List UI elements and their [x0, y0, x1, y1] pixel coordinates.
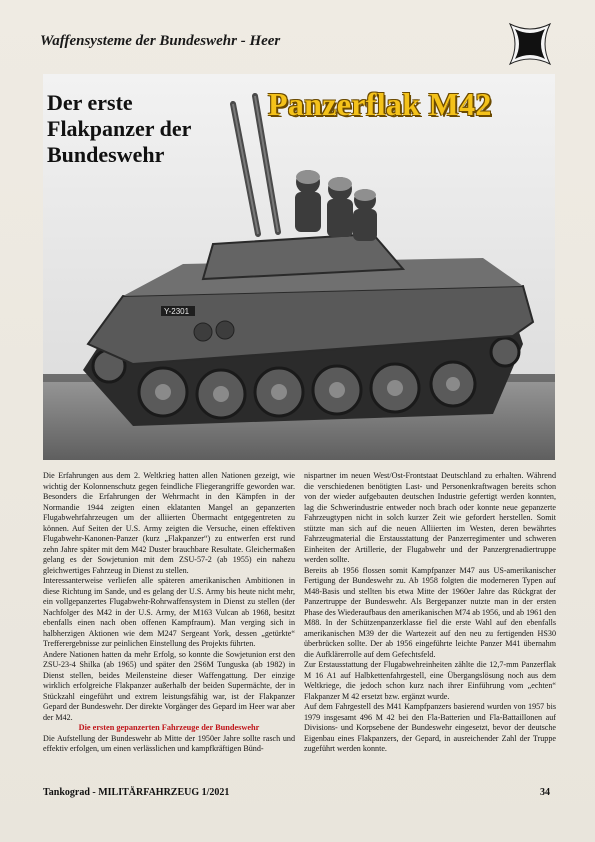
body-paragraph: Interessanterweise verliefen alle späteren amerikanischen Ambitionen in diese Richtung im Sande, und es gelang der U.S. Army bis heute nicht mehr, ein vollgepanzertes Flugabwehr-Rohrwaffensystem in Dienst zu stellen (der Nachfolger des M42 in der U.S. Army, der M163 Vulcan ab 1968, besitzt ebenfalls einen nach oben offenen Kampfraum). Man verging sich in halbherzigen Aktionen wie dem M247 Sergeant York, dessen „getürkte“ Trefferergebnisse zur peinlichen Einstellung des Projekts führten. — [43, 576, 295, 648]
article-title: Panzerflak M42 — [268, 86, 492, 122]
body-paragraph: Zur Erstausstattung der Flugabwehreinheiten zählte die 12,7-mm Panzerflak M 16 A1 auf Halbkettenfahrgestell, eine Übergangslösung noch aus dem Weltkriege, die jedoch schon kurz nach ihrer Einführung vom „echten“ Flakpanzer M 42 ersetzt bzw. ergänzt wurde. — [304, 660, 556, 701]
body-paragraph: Andere Nationen hatten da mehr Erfolg, so konnte die Sowjetunion erst den ZSU-23-4 Shilka (ab 1965) und später den 2S6M Tunguska (ab 1982) in Dienst stellen, beides Meilensteine dieser Waffengattung. Der einzige wirklich erfolgreiche Flakpanzer außerhalb der beiden Supermächte, der in Stückzahl eingeführt und extrem leistungsfähig war, ist der Flakpanzer Gepard der Bundeswehr. Der direkte Vorgänger des Gepard im Heer war aber der M42. — [43, 649, 295, 722]
hull-marking: Y-2301 — [164, 307, 190, 316]
iron-cross-icon — [506, 20, 554, 68]
subtitle-line: Flakpanzer der — [47, 116, 192, 141]
body-paragraph: nispartner im neuen West/Ost-Frontstaat Deutschland zu erhalten. Während die verschiedenen benötigten Last- und Personenkraftwagen bereits schon von der wieder aufgebauten deutschen Industrie gefertigt werden konnten, lag die Schwerindustrie entweder noch brach oder konnte neue gepanzerte Fahrzeugtypen nicht in solch kurzer Zeit wie gefordert herstellen. Somit stützte man sich auf die neuen Alliierten im Westen, deren bewährtes Fahrzeugmaterial die Erstausstattung der Panzerregimenter und schweren Einheiten der Artillerie, der Flugabwehr und der Panzergrenadiertruppe werden sollte. — [304, 471, 556, 564]
publication-footer: Tankograd - MILITÄRFAHRZEUG 1/2021 — [43, 787, 230, 798]
article-column-left — [43, 471, 295, 755]
article-subtitle — [47, 90, 247, 168]
article-column-right — [304, 471, 556, 755]
body-paragraph: Die Aufstellung der Bundeswehr ab Mitte der 1950er Jahre sollte rasch und effektiv erfolgen, um einen verlässlichen und kampfkräftigen Bünd- — [43, 733, 295, 753]
body-paragraph: Auf dem Fahrgestell des M41 Kampfpanzers basierend wurden von 1957 bis 1979 insgesamt 496 M 42 bei den Fla-Batterien und Fla-Battaillonen auf Divisions- und Korpsebene der Bundeswehr eingesetzt, bevor der deutsche Eigenbau eines Flakpanzers, der Gepard, in ausreichender Zahl der Truppe zugeführt werden konnte. — [304, 702, 556, 753]
series-title: Waffensysteme der Bundeswehr - Heer — [40, 33, 281, 49]
body-paragraph: Die Erfahrungen aus dem 2. Weltkrieg hatten allen Nationen gezeigt, wie wichtig der Kolonnenschutz gegen feindliche Fliegerangriffe geworden war. Besonders die Erfahrungen der Wehrmacht in den Kämpfen in der Normandie 1944 zeigten einen eklatanten Mangel an gepanzerten Flugabwehrfahrzeugen um der alliierten Übermacht entgegentreten zu können. Auf Seiten der U.S. Army zeigten die Versuche, einen effektiven Flugabwehr-Kanonen-Panzer (kurz „Flakpanzer“) zu entwerfen erst rund zehn Jahre später mit dem M42 Duster brauchbare Resultate. Gleichermaßen gelang es der Sowjetunion mit dem ZSU-57-2 (ab 1955) ein nahezu gleichwertiges Fahrzeug in Dienst zu stellen. — [43, 471, 295, 575]
subtitle-line: Der erste — [47, 90, 133, 115]
subtitle-line: Bundeswehr — [47, 142, 165, 167]
section-heading: Die ersten gepanzerten Fahrzeuge der Bundeswehr — [78, 723, 260, 732]
page-number: 34 — [540, 787, 550, 798]
body-paragraph: Bereits ab 1956 flossen somit Kampfpanzer M47 aus US-amerikanischer Fertigung der Bundeswehr zu. Ab 1958 folgten die moderneren Typen auf M48-Basis und stellten bis etwa Mitte der 1960er Jahre das Rückgrat der Panzertruppe der Bundeswehr. Als Bergepanzer nutzte man in der ersten Phase des Wiederaufbaus den amerikanischen M74 ab 1956, und ab 1961 den M88. In der Schützenpanzerklasse fiel die erste Wahl auf den ebenfalls amerikanischen M39 der die Wartezeit auf den neu zu fertigenden HS30 überbrücken sollte. Der ab 1956 eingeführte leichte Panzer M41 übernahm die Aufklärerrolle auf dem Gefechtsfeld. — [304, 565, 556, 659]
